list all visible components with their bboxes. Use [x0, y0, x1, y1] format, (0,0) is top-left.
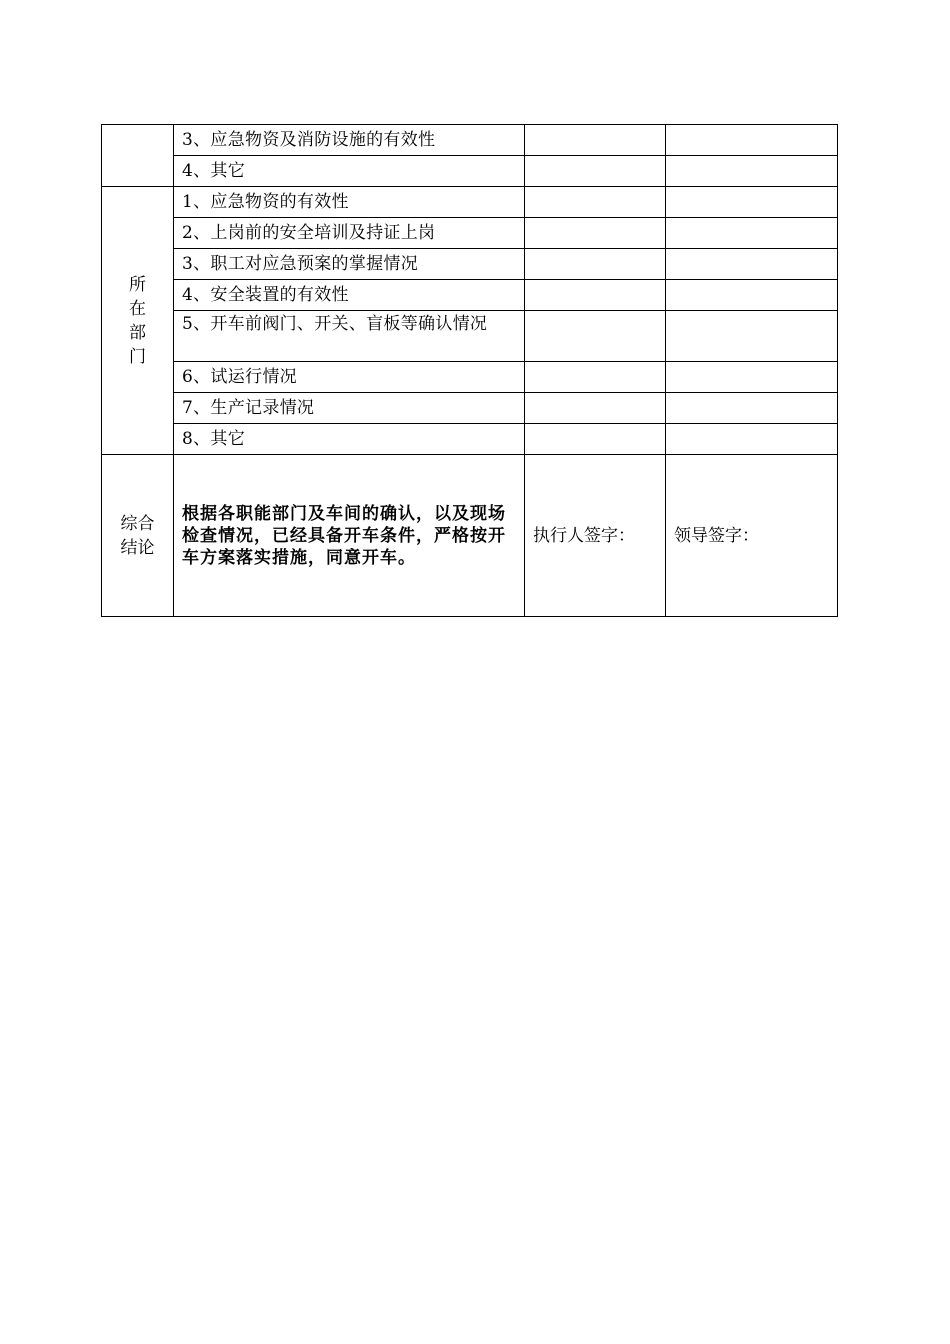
check-result-cell[interactable] — [525, 424, 666, 455]
conclusion-label — [102, 455, 174, 617]
table-row — [102, 125, 838, 156]
check-result-cell[interactable] — [525, 218, 666, 249]
conclusion-label-text: 综合结论 — [120, 513, 155, 558]
check-item: 3、职工对应急预案的掌握情况 — [174, 249, 525, 280]
check-result-cell[interactable] — [525, 362, 666, 393]
table-row — [102, 424, 838, 455]
check-remark-cell[interactable] — [666, 393, 838, 424]
leader-signature-label: 领导签字： — [674, 525, 759, 546]
check-result-cell[interactable] — [525, 125, 666, 156]
check-remark-cell[interactable] — [666, 280, 838, 311]
section-label-department — [102, 187, 174, 455]
check-remark-cell[interactable] — [666, 249, 838, 280]
table-row — [102, 218, 838, 249]
check-remark-cell[interactable] — [666, 125, 838, 156]
check-remark-cell[interactable] — [666, 156, 838, 187]
check-item: 7、生产记录情况 — [174, 393, 525, 424]
leader-signature-cell[interactable] — [666, 455, 838, 617]
check-result-cell[interactable] — [525, 393, 666, 424]
inspection-checklist-table — [101, 124, 838, 617]
table-row — [102, 280, 838, 311]
check-remark-cell[interactable] — [666, 362, 838, 393]
table-row — [102, 393, 838, 424]
section-label-continued — [102, 125, 174, 187]
executor-signature-cell[interactable] — [525, 455, 666, 617]
check-item: 8、其它 — [174, 424, 525, 455]
check-remark-cell[interactable] — [666, 424, 838, 455]
check-item: 2、上岗前的安全培训及持证上岗 — [174, 218, 525, 249]
check-remark-cell[interactable] — [666, 218, 838, 249]
table-row — [102, 249, 838, 280]
check-item: 1、应急物资的有效性 — [174, 187, 525, 218]
table-row — [102, 362, 838, 393]
check-result-cell[interactable] — [525, 187, 666, 218]
conclusion-text: 根据各职能部门及车间的确认，以及现场检查情况，已经具备开车条件，严格按开车方案落实措施，同意开车。 — [174, 455, 525, 617]
executor-signature-label: 执行人签字： — [533, 525, 635, 546]
table-row — [102, 311, 838, 362]
check-item: 6、试运行情况 — [174, 362, 525, 393]
check-remark-cell[interactable] — [666, 187, 838, 218]
check-item: 4、其它 — [174, 156, 525, 187]
section-label-text: 所在部门 — [129, 274, 146, 367]
check-result-cell[interactable] — [525, 311, 666, 362]
table-row — [102, 187, 838, 218]
check-item: 3、应急物资及消防设施的有效性 — [174, 125, 525, 156]
check-remark-cell[interactable] — [666, 311, 838, 362]
check-item: 4、安全装置的有效性 — [174, 280, 525, 311]
check-result-cell[interactable] — [525, 249, 666, 280]
check-result-cell[interactable] — [525, 156, 666, 187]
conclusion-row — [102, 455, 838, 617]
check-item: 5、开车前阀门、开关、盲板等确认情况 — [174, 311, 525, 362]
table-row — [102, 156, 838, 187]
check-result-cell[interactable] — [525, 280, 666, 311]
